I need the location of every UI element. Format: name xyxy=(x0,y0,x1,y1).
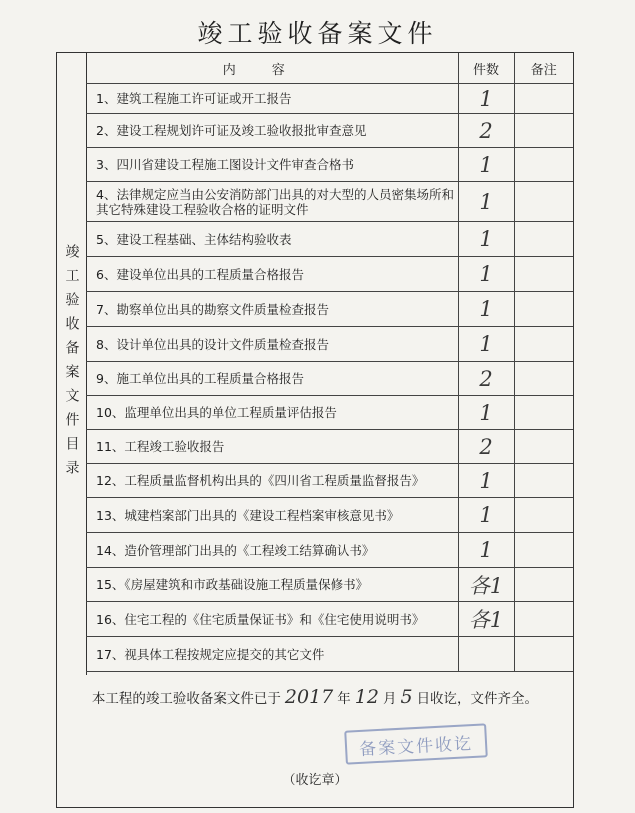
item-count xyxy=(458,637,514,672)
filing-form xyxy=(56,52,574,808)
receipt-year: 2017 xyxy=(284,686,334,708)
table-row xyxy=(86,464,573,498)
item-description: 8、设计单位出具的设计文件质量检查报告 xyxy=(86,327,458,362)
item-count: 1 xyxy=(458,148,514,182)
item-remark xyxy=(514,148,573,182)
item-count: 1 xyxy=(458,533,514,568)
item-remark xyxy=(514,327,573,362)
receipt-month-unit: 月 xyxy=(382,691,397,707)
receipt-year-unit: 年 xyxy=(337,691,351,707)
table-row xyxy=(86,396,573,430)
item-count: 1 xyxy=(458,292,514,327)
item-remark xyxy=(514,568,573,602)
table-row xyxy=(86,114,573,148)
table-row xyxy=(86,327,573,362)
header-count: 件数 xyxy=(458,53,514,84)
table-row xyxy=(86,568,573,602)
item-count: 1 xyxy=(458,396,514,430)
table-row xyxy=(86,498,573,533)
side-label xyxy=(57,53,87,675)
table-row xyxy=(86,430,573,464)
item-count: 2 xyxy=(458,114,514,148)
item-count: 1 xyxy=(458,222,514,257)
table-row xyxy=(86,637,573,672)
item-description: 11、工程竣工验收报告 xyxy=(86,430,458,464)
table-row xyxy=(86,84,573,114)
header-remark: 备注 xyxy=(514,53,573,84)
item-remark xyxy=(514,84,573,114)
item-description: 7、勘察单位出具的勘察文件质量检查报告 xyxy=(86,292,458,327)
item-count: 1 xyxy=(458,464,514,498)
item-remark xyxy=(514,182,573,222)
table-row xyxy=(86,533,573,568)
item-remark xyxy=(514,533,573,568)
item-description: 4、法律规定应当由公安消防部门出具的对大型的人员密集场所和其它特殊建设工程验收合格的证明文件 xyxy=(86,182,458,222)
item-description: 5、建设工程基础、主体结构验收表 xyxy=(86,222,458,257)
item-remark xyxy=(514,362,573,396)
table-row xyxy=(86,602,573,637)
table-row xyxy=(86,148,573,182)
item-description: 16、住宅工程的《住宅质量保证书》和《住宅使用说明书》 xyxy=(86,602,458,637)
item-count: 1 xyxy=(458,327,514,362)
receipt-suffix: 日收讫，文件齐全。 xyxy=(416,691,539,707)
item-description: 6、建设单位出具的工程质量合格报告 xyxy=(86,257,458,292)
item-count: 1 xyxy=(458,257,514,292)
receipt-prefix: 本工程的竣工验收备案文件已于 xyxy=(91,691,281,707)
item-description: 2、建设工程规划许可证及竣工验收报批审查意见 xyxy=(86,114,458,148)
item-description: 10、监理单位出具的单位工程质量评估报告 xyxy=(86,396,458,430)
item-remark xyxy=(514,222,573,257)
item-description: 3、四川省建设工程施工图设计文件审查合格书 xyxy=(86,148,458,182)
item-description: 15、《房屋建筑和市政基础设施工程质量保修书》 xyxy=(86,568,458,602)
item-remark xyxy=(514,464,573,498)
item-remark xyxy=(514,430,573,464)
item-remark xyxy=(514,637,573,672)
item-count: 1 xyxy=(458,498,514,533)
item-count: 各1 xyxy=(458,568,514,602)
item-remark xyxy=(514,602,573,637)
receipt-month: 12 xyxy=(354,686,379,708)
item-description: 9、施工单位出具的工程质量合格报告 xyxy=(86,362,458,396)
receipt-statement xyxy=(57,686,573,708)
table-row xyxy=(86,257,573,292)
seal-label: （收讫章） xyxy=(282,773,348,788)
document-title: 竣工验收备案文件 xyxy=(197,19,438,48)
table-row xyxy=(86,222,573,257)
item-description: 14、造价管理部门出具的《工程竣工结算确认书》 xyxy=(86,533,458,568)
table-row xyxy=(86,292,573,327)
item-description: 13、城建档案部门出具的《建设工程档案审核意见书》 xyxy=(86,498,458,533)
header-content: 内容 xyxy=(86,53,458,84)
item-remark xyxy=(514,114,573,148)
table-row xyxy=(86,182,573,222)
item-remark xyxy=(514,257,573,292)
table-row xyxy=(86,362,573,396)
receipt-day: 5 xyxy=(400,686,413,708)
item-description: 12、工程质量监督机构出具的《四川省工程质量监督报告》 xyxy=(86,464,458,498)
item-description: 1、建筑工程施工许可证或开工报告 xyxy=(86,84,458,114)
item-description: 17、视具体工程按规定应提交的其它文件 xyxy=(86,637,458,672)
item-remark xyxy=(514,498,573,533)
item-count: 各1 xyxy=(458,602,514,637)
side-label-text: 竣工验收备案文件目录 xyxy=(63,244,80,484)
item-count: 2 xyxy=(458,362,514,396)
table-header-row xyxy=(86,53,573,84)
document-list-table xyxy=(86,53,573,672)
item-count: 1 xyxy=(458,182,514,222)
item-count: 2 xyxy=(458,430,514,464)
item-count: 1 xyxy=(458,84,514,114)
item-remark xyxy=(514,292,573,327)
item-remark xyxy=(514,396,573,430)
receipt-stamp: 备案文件收讫 xyxy=(344,723,488,764)
